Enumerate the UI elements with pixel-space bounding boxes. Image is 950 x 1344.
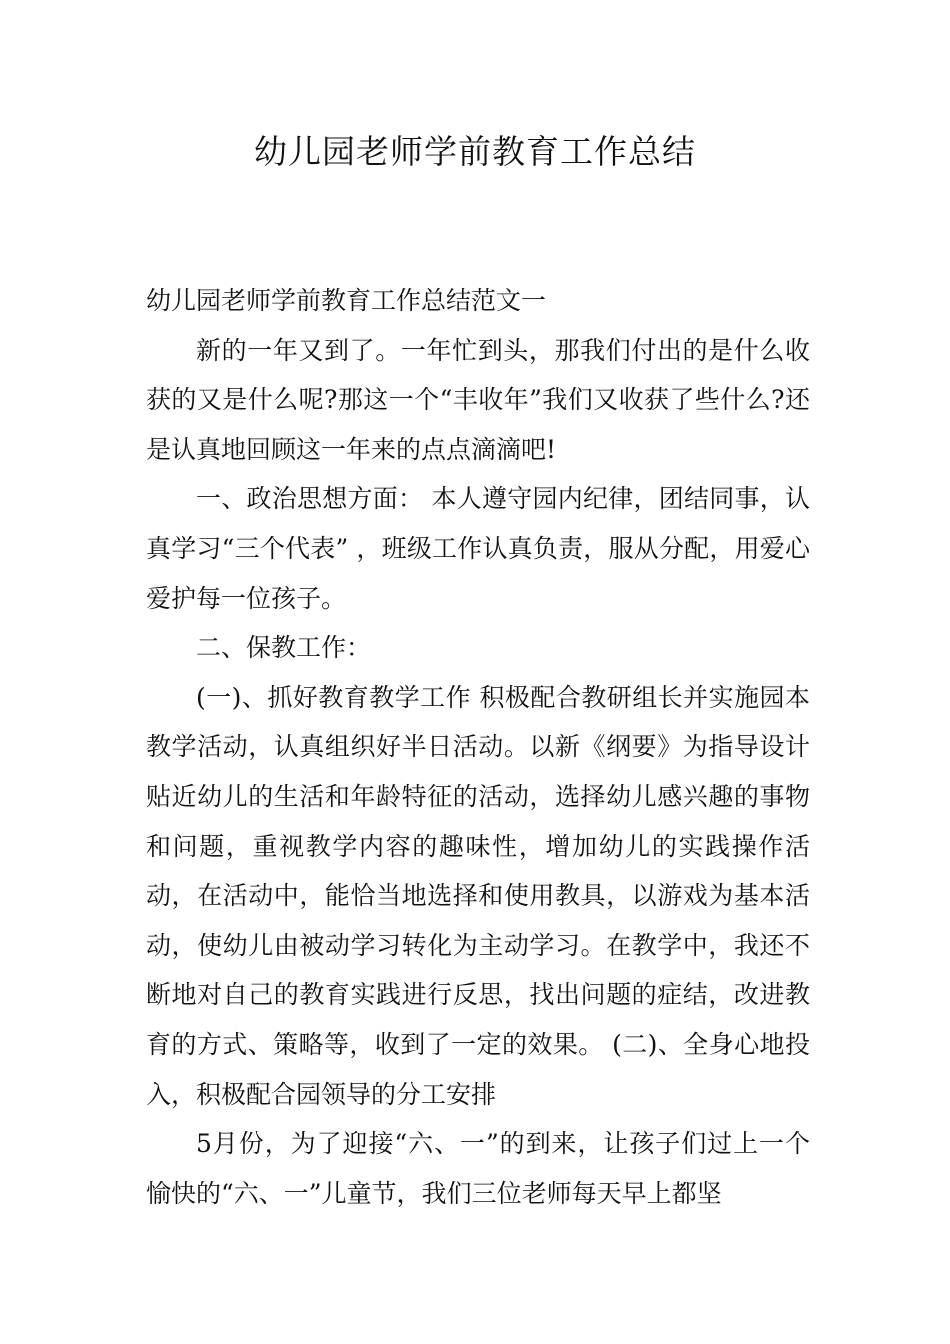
paragraph-intro: 新的一年又到了。一年忙到头，那我们付出的是什么收获的又是什么呢?那这一个“丰收年”我们又收获了些什么?还是认真地回顾这一年来的点点滴滴吧! [146,335,810,464]
document-body [146,276,810,1218]
document-title: 幼儿园老师学前教育工作总结 [254,132,696,171]
paragraph-teaching: (一)、抓好教育教学工作 积极配合教研组长并实施园本教学活动，认真组织好半日活动。以新《纲要》为指导设计贴近幼儿的生活和年龄特征的活动，选择幼儿感兴趣的事物和问题，重视教学内容的趣味性，增加幼儿的实践操作活动，在活动中，能恰当地选择和使用教具，以游戏为基本活动，使幼儿由被动学习转化为主动学习。在教学中，我还不断地对自己的教育实践进行反思，找出问题的症结，改进教育的方式、策略等，收到了一定的效果。 (二)、全身心地投入，积极配合园领导的分工安排 [146,682,810,1109]
section-heading: 幼儿园老师学前教育工作总结范文一 [146,286,547,315]
paragraph-political: 一、政治思想方面： 本人遵守园内纪律，团结同事，认真学习“三个代表” ，班级工作认真负责，服从分配，用爱心爱护每一位孩子。 [146,484,810,613]
paragraph-care-heading: 二、保教工作： [196,633,372,663]
paragraph-may: 5月份，为了迎接“六、一”的到来，让孩子们过上一个愉快的“六、一”儿童节，我们三位老师每天早上都坚 [146,1129,810,1208]
